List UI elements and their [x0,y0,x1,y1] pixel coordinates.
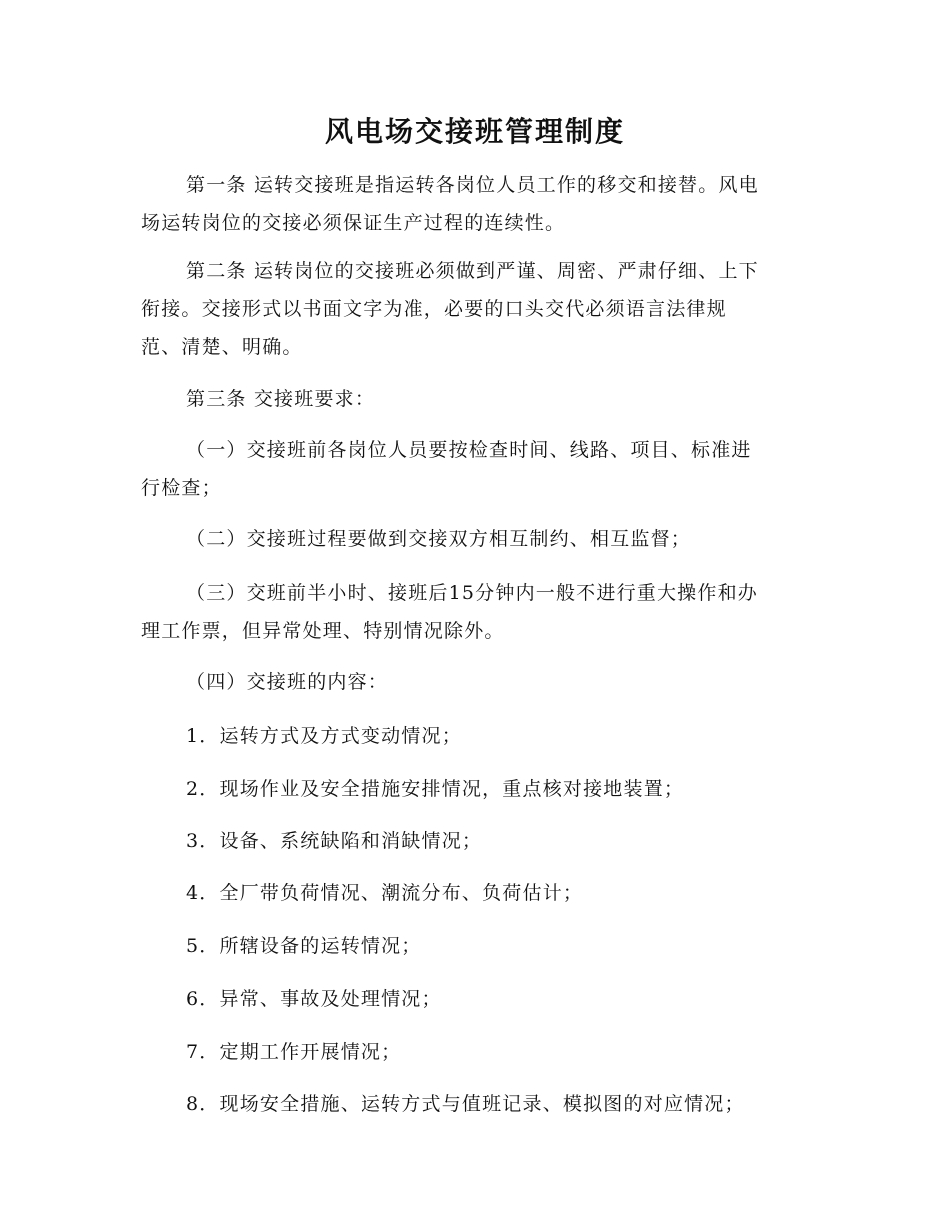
list-item-7: 7．定期工作开展情况； [186,1041,402,1063]
requirement-1-line-1: （一）交接班前各岗位人员要按检查时间、线路、项目、标准进 [186,439,752,461]
requirement-1 [141,431,811,507]
article-1-line-1: 第一条 运转交接班是指运转各岗位人员工作的移交和接替。风电 [186,174,759,196]
list-item [141,717,811,755]
list-item-6: 6．异常、事故及处理情况； [186,988,442,1010]
requirement-3-line-2: 理工作票，但异常处理、特别情况除外。 [141,620,505,642]
requirement-3-line-1: （三）交班前半小时、接班后15分钟内一般不进行重大操作和办 [186,582,758,604]
list-item [141,927,811,965]
list-item [141,980,811,1018]
list-item-4: 4．全厂带负荷情况、潮流分布、负荷估计； [186,882,584,904]
list-item [141,1033,811,1071]
list-item [141,770,811,808]
article-3-line-1: 第三条 交接班要求： [186,388,376,410]
article-1-line-2: 场运转岗位的交接必须保证生产过程的连续性。 [141,212,566,234]
requirement-2-line-1: （二）交接班过程要做到交接双方相互制约、相互监督； [186,528,692,550]
list-item-8: 8．现场安全措施、运转方式与值班记录、模拟图的对应情况； [186,1093,745,1115]
article-2-line-2: 衔接。交接形式以书面文字为准，必要的口头交代必须语言法律规 [141,298,727,320]
requirement-2 [141,520,811,558]
document-title: 风电场交接班管理制度 [324,115,625,148]
article-3 [141,380,811,418]
list-item-5: 5．所辖设备的运转情况； [186,935,422,957]
list-item-3: 3．设备、系统缺陷和消缺情况； [186,830,483,852]
requirement-4 [141,663,811,701]
requirement-3 [141,574,811,650]
list-item [141,874,811,912]
requirement-4-line-1: （四）交接班的内容： [186,671,389,693]
list-item [141,822,811,860]
article-2 [141,252,811,366]
article-1 [141,166,811,242]
requirement-1-line-2: 行检查； [141,477,222,499]
list-item-1: 1．运转方式及方式变动情况； [186,725,462,747]
article-2-line-1: 第二条 运转岗位的交接班必须做到严谨、周密、严肃仔细、上下 [186,260,759,282]
article-2-line-3: 范、清楚、明确。 [141,336,303,358]
list-item [141,1085,811,1123]
list-item-2: 2．现场作业及安全措施安排情况，重点核对接地装置； [186,778,685,800]
